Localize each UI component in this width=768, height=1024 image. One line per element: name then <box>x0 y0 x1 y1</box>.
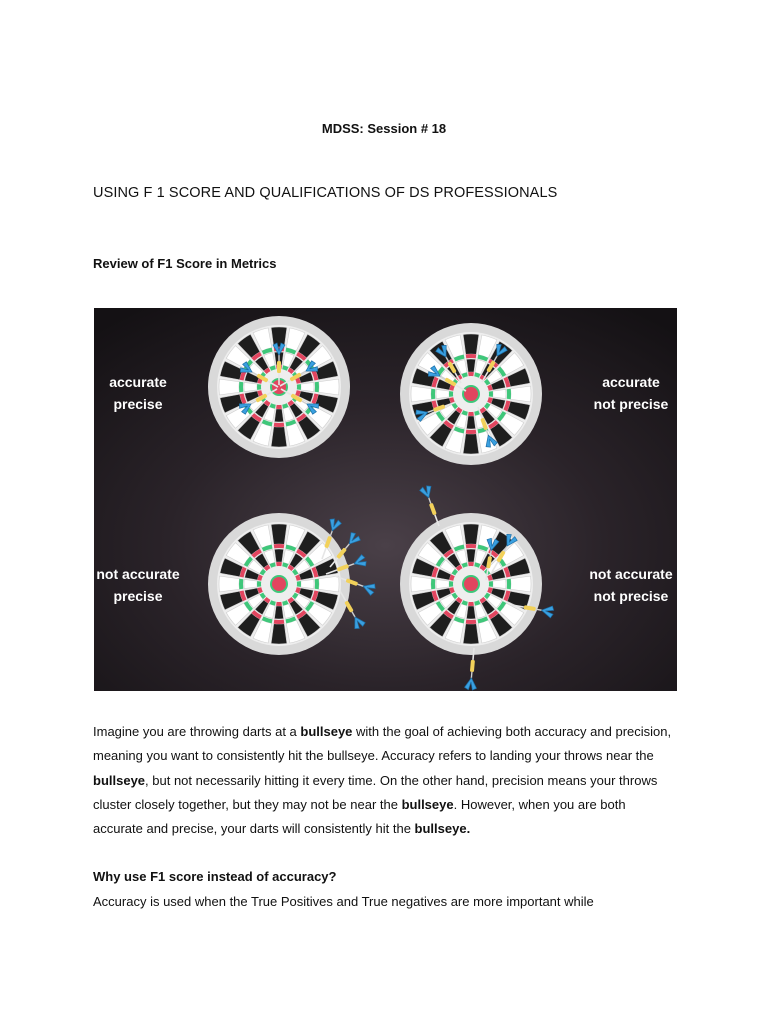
label-bottom-right-line2: not precise <box>593 588 669 604</box>
label-bottom-left-line1: not accurate <box>96 566 180 582</box>
label-top-right-line2: not precise <box>593 396 669 412</box>
intro-line-3: bullseye, but not necessarily hitting it every time. On the other hand, precision means your throws <box>93 772 658 788</box>
dartboard-figure <box>94 308 677 691</box>
document-title: USING F 1 SCORE AND QUALIFICATIONS OF DS PROFESSIONALS <box>93 185 558 201</box>
dartboard-accurate-not-precise <box>400 323 542 465</box>
intro-line-1: Imagine you are throwing darts at a bullseye with the goal of achieving both accuracy and precision, <box>93 724 672 739</box>
dartboard-not-accurate-not-precise <box>400 513 542 655</box>
intro-paragraph <box>93 720 693 841</box>
why-f1-subheading: Why use F1 score instead of accuracy? <box>93 869 337 884</box>
figure-background <box>94 308 677 691</box>
session-header: MDSS: Session # 18 <box>321 121 447 136</box>
label-top-left-line2: precise <box>113 396 163 412</box>
intro-line-5: accurate and precise, your darts will consistently hit the bullseye. <box>93 821 471 837</box>
dartboard-accurate-precise <box>208 316 350 458</box>
section-heading: Review of F1 Score in Metrics <box>93 256 277 271</box>
accuracy-paragraph: Accuracy is used when the True Positives and True negatives are more important while <box>93 894 594 909</box>
intro-line-4: cluster closely together, but they may not be near the bullseye. However, when you are both <box>93 796 626 812</box>
label-top-left-line1: accurate <box>109 374 167 390</box>
dartboard-illustration <box>94 308 677 691</box>
label-bottom-right-line1: not accurate <box>589 566 673 582</box>
dartboard-not-accurate-precise <box>208 513 350 655</box>
label-top-right-line1: accurate <box>602 374 660 390</box>
intro-line-2: meaning you want to consistently hit the bullseye. Accuracy refers to landing your throws near the <box>93 748 654 764</box>
label-bottom-left-line2: precise <box>113 588 163 604</box>
